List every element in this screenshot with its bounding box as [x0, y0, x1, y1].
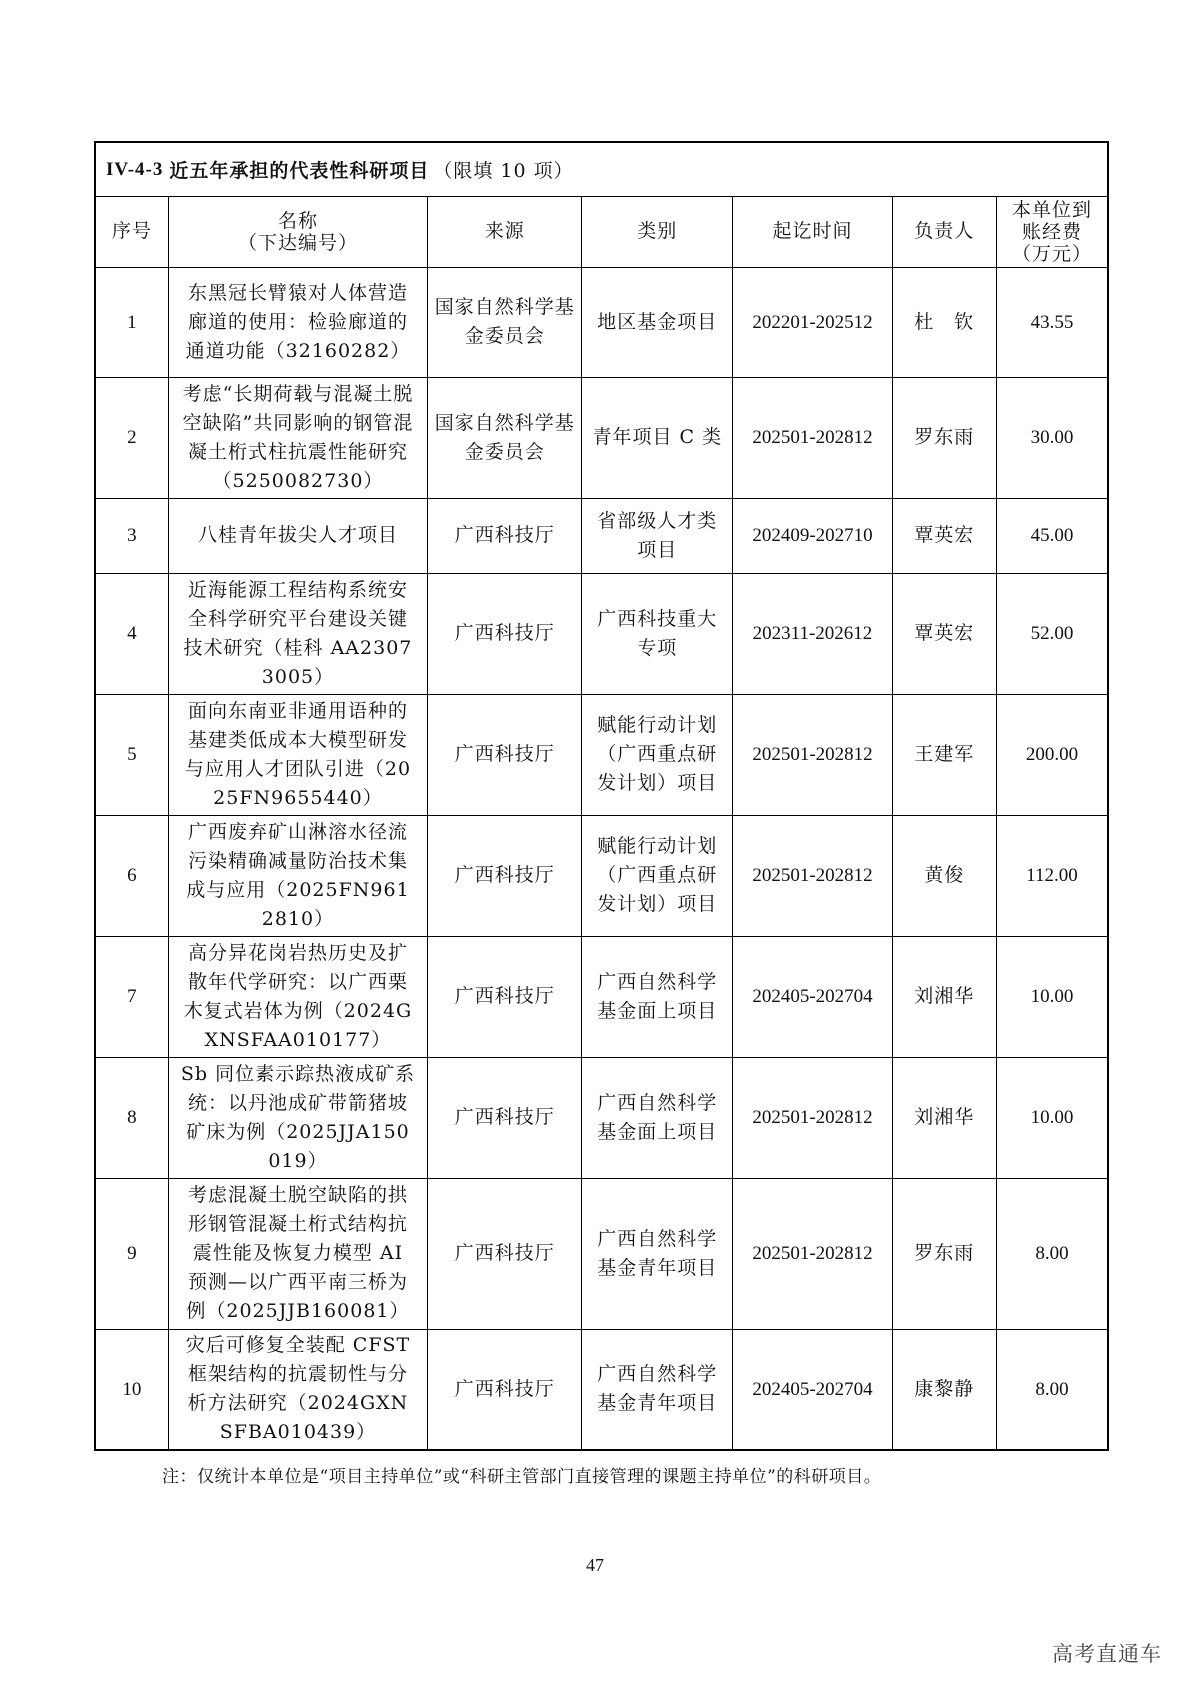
cell-leader: 王建军: [892, 694, 996, 815]
cell-name: 高分异花岗岩热历史及扩散年代学研究：以广西栗木复式岩体为例（2024GXNSFAA010177）: [168, 936, 427, 1057]
cell-source: 广西科技厅: [428, 1057, 582, 1178]
cell-funding: 52.00: [996, 573, 1107, 694]
section-heading: 近五年承担的代表性科研项目: [169, 160, 430, 182]
header-name-line2: （下达编号）: [237, 231, 358, 254]
footnote: 注：仅统计本单位是“项目主持单位”或“科研主管部门直接管理的课题主持单位”的科研项目。: [162, 1467, 882, 1487]
section-title: [96, 143, 1107, 197]
table-row: [96, 498, 1107, 573]
cell-source: 广西科技厅: [428, 498, 582, 573]
header-index: 序号: [96, 197, 168, 267]
table-row: [96, 936, 1107, 1057]
header-name-line1: 名称: [277, 209, 318, 232]
cell-funding: 43.55: [996, 267, 1107, 377]
cell-leader: 罗东雨: [892, 1178, 996, 1329]
cell-name: 东黑冠长臂猿对人体营造廊道的使用：检验廊道的通道功能（32160282）: [168, 267, 427, 377]
cell-source: 广西科技厅: [428, 815, 582, 936]
cell-name: 近海能源工程结构系统安全科学研究平台建设关键技术研究（桂科 AA23073005）: [168, 573, 427, 694]
section-code: IV-4-3: [106, 158, 164, 180]
cell-period: 202311-202612: [733, 573, 892, 694]
table-row: [96, 1057, 1107, 1178]
cell-category: 赋能行动计划（广西重点研发计划）项目: [582, 815, 733, 936]
cell-category: 广西自然科学基金面上项目: [582, 936, 733, 1057]
cell-source: 国家自然科学基金委员会: [428, 377, 582, 498]
cell-name: 考虑“长期荷载与混凝土脱空缺陷”共同影响的钢管混凝土桁式柱抗震性能研究（5250082730）: [168, 377, 427, 498]
header-funding: [996, 197, 1107, 267]
cell-period: 202501-202812: [733, 815, 892, 936]
cell-source: 广西科技厅: [428, 694, 582, 815]
cell-category: 广西科技重大专项: [582, 573, 733, 694]
cell-leader: 刘湘华: [892, 1057, 996, 1178]
table-row: [96, 815, 1107, 936]
cell-period: 202201-202512: [733, 267, 892, 377]
projects-table: [96, 197, 1107, 1449]
cell-category: 广西自然科学基金青年项目: [582, 1178, 733, 1329]
cell-index: 2: [96, 377, 168, 498]
cell-category: 地区基金项目: [582, 267, 733, 377]
cell-index: 1: [96, 267, 168, 377]
cell-period: 202501-202812: [733, 1178, 892, 1329]
header-leader: 负责人: [892, 197, 996, 267]
cell-funding: 8.00: [996, 1329, 1107, 1449]
page-number: 47: [586, 1555, 604, 1575]
cell-index: 3: [96, 498, 168, 573]
header-source: 来源: [428, 197, 582, 267]
cell-funding: 30.00: [996, 377, 1107, 498]
cell-period: 202501-202812: [733, 1057, 892, 1178]
cell-leader: 刘湘华: [892, 936, 996, 1057]
cell-index: 4: [96, 573, 168, 694]
cell-funding: 45.00: [996, 498, 1107, 573]
cell-category: 赋能行动计划（广西重点研发计划）项目: [582, 694, 733, 815]
cell-leader: 覃英宏: [892, 573, 996, 694]
cell-name: 考虑混凝土脱空缺陷的拱形钢管混凝土桁式结构抗震性能及恢复力模型 AI 预测—以广西平南三桥为例（2025JJB160081）: [168, 1178, 427, 1329]
cell-funding: 200.00: [996, 694, 1107, 815]
cell-name: 八桂青年拔尖人才项目: [168, 498, 427, 573]
cell-index: 9: [96, 1178, 168, 1329]
cell-funding: 10.00: [996, 1057, 1107, 1178]
cell-name: 面向东南亚非通用语种的基建类低成本大模型研发与应用人才团队引进（2025FN9655440）: [168, 694, 427, 815]
table-body: [96, 267, 1107, 1449]
table-header-row: [96, 197, 1107, 267]
cell-leader: 康黎静: [892, 1329, 996, 1449]
cell-index: 5: [96, 694, 168, 815]
table-row: [96, 1329, 1107, 1449]
header-name: [168, 197, 427, 267]
table-row: [96, 267, 1107, 377]
cell-source: 广西科技厅: [428, 1329, 582, 1449]
header-period: 起讫时间: [733, 197, 892, 267]
cell-index: 6: [96, 815, 168, 936]
projects-table-frame: [94, 141, 1109, 1451]
cell-period: 202405-202704: [733, 1329, 892, 1449]
cell-leader: 杜 钦: [892, 267, 996, 377]
header-category: 类别: [582, 197, 733, 267]
table-row: [96, 573, 1107, 694]
header-funding-line2: 账经费: [1021, 220, 1082, 243]
cell-name: Sb 同位素示踪热液成矿系统：以丹池成矿带箭猪坡矿床为例（2025JJA150019）: [168, 1057, 427, 1178]
cell-source: 广西科技厅: [428, 573, 582, 694]
cell-leader: 罗东雨: [892, 377, 996, 498]
cell-funding: 8.00: [996, 1178, 1107, 1329]
cell-name: 广西废弃矿山淋溶水径流污染精确减量防治技术集成与应用（2025FN9612810）: [168, 815, 427, 936]
cell-source: 广西科技厅: [428, 1178, 582, 1329]
header-funding-line1: 本单位到: [1011, 198, 1092, 221]
cell-index: 8: [96, 1057, 168, 1178]
cell-funding: 112.00: [996, 815, 1107, 936]
cell-source: 广西科技厅: [428, 936, 582, 1057]
cell-source: 国家自然科学基金委员会: [428, 267, 582, 377]
cell-category: 青年项目 C 类: [582, 377, 733, 498]
watermark: 高考直通车: [1052, 1642, 1162, 1666]
table-row: [96, 377, 1107, 498]
header-funding-line3: （万元）: [1011, 242, 1092, 265]
cell-index: 7: [96, 936, 168, 1057]
cell-name: 灾后可修复全装配 CFST 框架结构的抗震韧性与分析方法研究（2024GXNSFBA010439）: [168, 1329, 427, 1449]
cell-category: 广西自然科学基金面上项目: [582, 1057, 733, 1178]
cell-period: 202501-202812: [733, 694, 892, 815]
cell-leader: 黄俊: [892, 815, 996, 936]
cell-category: 省部级人才类项目: [582, 498, 733, 573]
section-note: （限填 10 项）: [433, 160, 574, 182]
cell-period: 202405-202704: [733, 936, 892, 1057]
table-row: [96, 694, 1107, 815]
cell-index: 10: [96, 1329, 168, 1449]
cell-funding: 10.00: [996, 936, 1107, 1057]
cell-leader: 覃英宏: [892, 498, 996, 573]
cell-period: 202501-202812: [733, 377, 892, 498]
cell-category: 广西自然科学基金青年项目: [582, 1329, 733, 1449]
cell-period: 202409-202710: [733, 498, 892, 573]
table-row: [96, 1178, 1107, 1329]
